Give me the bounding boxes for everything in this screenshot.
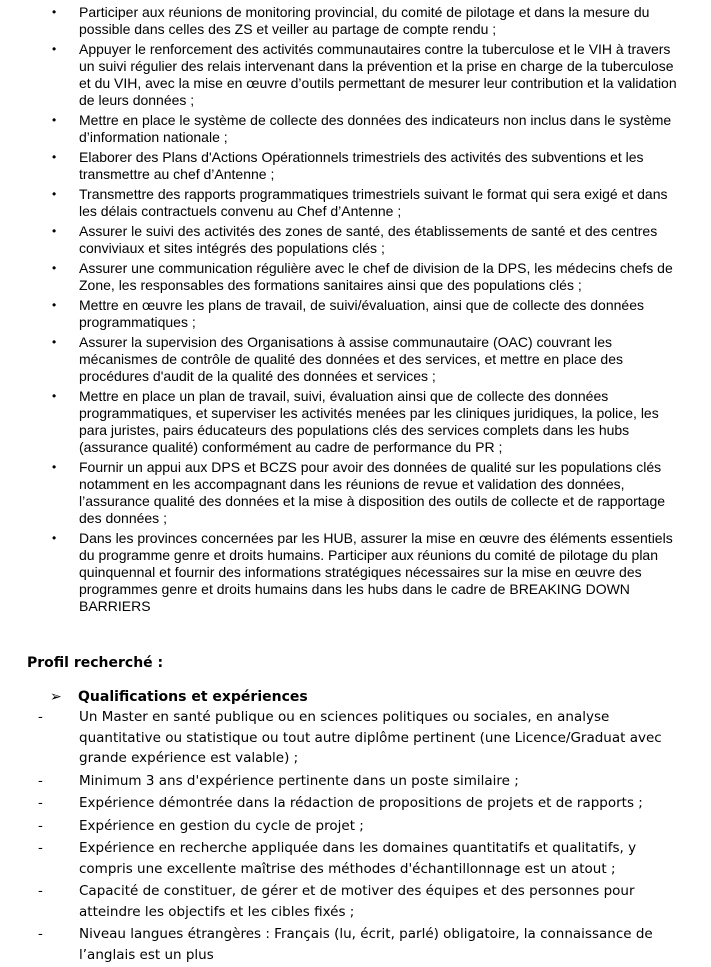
list-item-text: Fournir un appui aux DPS et BCZS pour avoir des données de qualité sur les populations clés notamment en les accompagnant dans les réunions de revue et validation des données, l’assurance qualité des données et la mise à disposition des outils de collecte et de rapportage des données ; <box>79 459 666 526</box>
list-item <box>0 459 711 527</box>
dash-bullet-icon: - <box>38 926 43 942</box>
list-item-text: Un Master en santé publique ou en sciences politiques ou sociales, en analyse quantitative ou statistique ou tout autre diplôme pertinent (une Licence/Graduat avec grande expérience est valable) ; <box>79 709 662 766</box>
list-item-text: Capacité de constituer, de gérer et de motiver des équipes et des personnes pour atteindre les objectifs et les cibles fixés ; <box>79 883 635 920</box>
list-item <box>0 4 711 38</box>
requirements-list <box>0 707 711 967</box>
list-item <box>0 771 711 792</box>
dash-bullet-icon: - <box>38 840 43 856</box>
list-item <box>0 707 711 769</box>
list-item-text: Transmettre des rapports programmatiques trimestriels suivant le format qui sera exigé et dans les délais contractuels convenu au Chef d’Antenne ; <box>79 186 668 219</box>
list-item-text: Assurer la supervision des Organisations à assise communautaire (OAC) couvrant les mécanismes de contrôle de qualité des données et des services, et mettre en place des procédures d'audit de la qualité des données et services ; <box>79 334 623 384</box>
dash-bullet-icon: - <box>38 817 43 834</box>
list-item <box>0 388 711 456</box>
list-item <box>0 41 711 109</box>
bullet-icon: • <box>52 531 57 545</box>
list-item-text: Niveau langues étrangères : Français (lu, écrit, parlé) obligatoire, la connaissance de l’anglais est un plus <box>79 926 653 963</box>
list-item <box>0 223 711 257</box>
bullet-icon: • <box>52 187 57 201</box>
bullet-icon: • <box>52 224 57 238</box>
dash-bullet-icon: - <box>38 709 43 725</box>
list-item-text: Mettre en œuvre les plans de travail, de suivi/évaluation, ainsi que de collecte des données programmatiques ; <box>79 297 644 330</box>
bullet-icon: • <box>52 150 57 164</box>
bullet-icon: • <box>52 261 57 275</box>
list-item <box>0 816 711 837</box>
list-item-text: Mettre en place un plan de travail, suivi, évaluation ainsi que de collecte des données programmatiques, et superviser les activités menées par les cliniques juridiques, la police, les para juristes, pairs éducateurs des populations clés des services complets dans les hubs (assurance qualité) conformément au cadre de performance du PR ; <box>79 388 659 455</box>
list-item <box>0 838 711 879</box>
list-item <box>0 334 711 385</box>
list-item <box>0 881 711 922</box>
bullet-icon: • <box>52 460 57 474</box>
list-item <box>0 297 711 331</box>
responsibilities-list <box>0 4 711 618</box>
bullet-icon: • <box>52 335 57 349</box>
list-item <box>0 530 711 615</box>
list-item-text: Expérience démontrée dans la rédaction de propositions de projets et de rapports ; <box>79 795 643 811</box>
list-item-text: Dans les provinces concernées par les HUB, assurer la mise en œuvre des éléments essentiels du programme genre et droits humains. Participer aux réunions du comité de pilotage du plan quinquennal et fournir des informations stratégiques nécessaires sur la mise en œuvre des programmes genre et droits humains dans les hubs dans le cadre de BREAKING DOWN BARRIERS <box>79 530 673 614</box>
dash-bullet-icon: - <box>38 795 43 811</box>
list-item-text: Elaborer des Plans d'Actions Opérationnels trimestriels des activités des subventions et les transmettre au chef d’Antenne ; <box>79 149 644 182</box>
bullet-icon: • <box>52 42 57 56</box>
arrow-bullet-icon: ➢ <box>50 689 62 705</box>
list-item-text: Expérience en recherche appliquée dans les domaines quantitatifs et qualitatifs, y compris une excellente maîtrise des méthodes d'échantillonnage est un atout ; <box>79 840 637 877</box>
bullet-icon: • <box>52 113 57 127</box>
profil-recherche-heading: Profil recherché : <box>27 655 164 671</box>
list-item <box>0 186 711 220</box>
list-item <box>0 112 711 146</box>
dash-bullet-icon: - <box>38 883 43 899</box>
list-item-text: Appuyer le renforcement des activités communautaires contre la tuberculose et le VIH à travers un suivi régulier des relais intervenant dans la prévention et la prise en charge de la tuberculose et du VIH, avec la mise en œuvre d’outils permettant de mesurer leur contribution et la validation de leurs données ; <box>79 41 677 108</box>
list-item <box>0 793 711 814</box>
dash-bullet-icon: - <box>38 772 43 789</box>
list-item-text: Assurer une communication régulière avec le chef de division de la DPS, les médecins chefs de Zone, les responsables des formations sanitaires ainsi que des populations clés ; <box>79 260 673 293</box>
list-item-text: Expérience en gestion du cycle de projet ; <box>79 817 364 834</box>
list-item-text: Mettre en place le système de collecte des données des indicateurs non inclus dans le système d’information nationale ; <box>79 112 672 145</box>
list-item-text: Assurer le suivi des activités des zones de santé, des établissements de santé et des centres conviviaux et sites intégrés des populations clés ; <box>79 223 658 256</box>
list-item <box>0 260 711 294</box>
bullet-icon: • <box>52 389 57 403</box>
list-item <box>0 149 711 183</box>
bullet-icon: • <box>52 298 57 312</box>
list-item-text: Minimum 3 ans d'expérience pertinente dans un poste similaire ; <box>79 772 519 789</box>
qualifications-heading <box>50 688 308 706</box>
bullet-icon: • <box>52 5 57 19</box>
list-item-text: Participer aux réunions de monitoring provincial, du comité de pilotage et dans la mesure du possible dans celles des ZS et veiller au partage de compte rendu ; <box>79 4 650 37</box>
qualifications-heading-text: Qualifications et expériences <box>78 689 308 705</box>
